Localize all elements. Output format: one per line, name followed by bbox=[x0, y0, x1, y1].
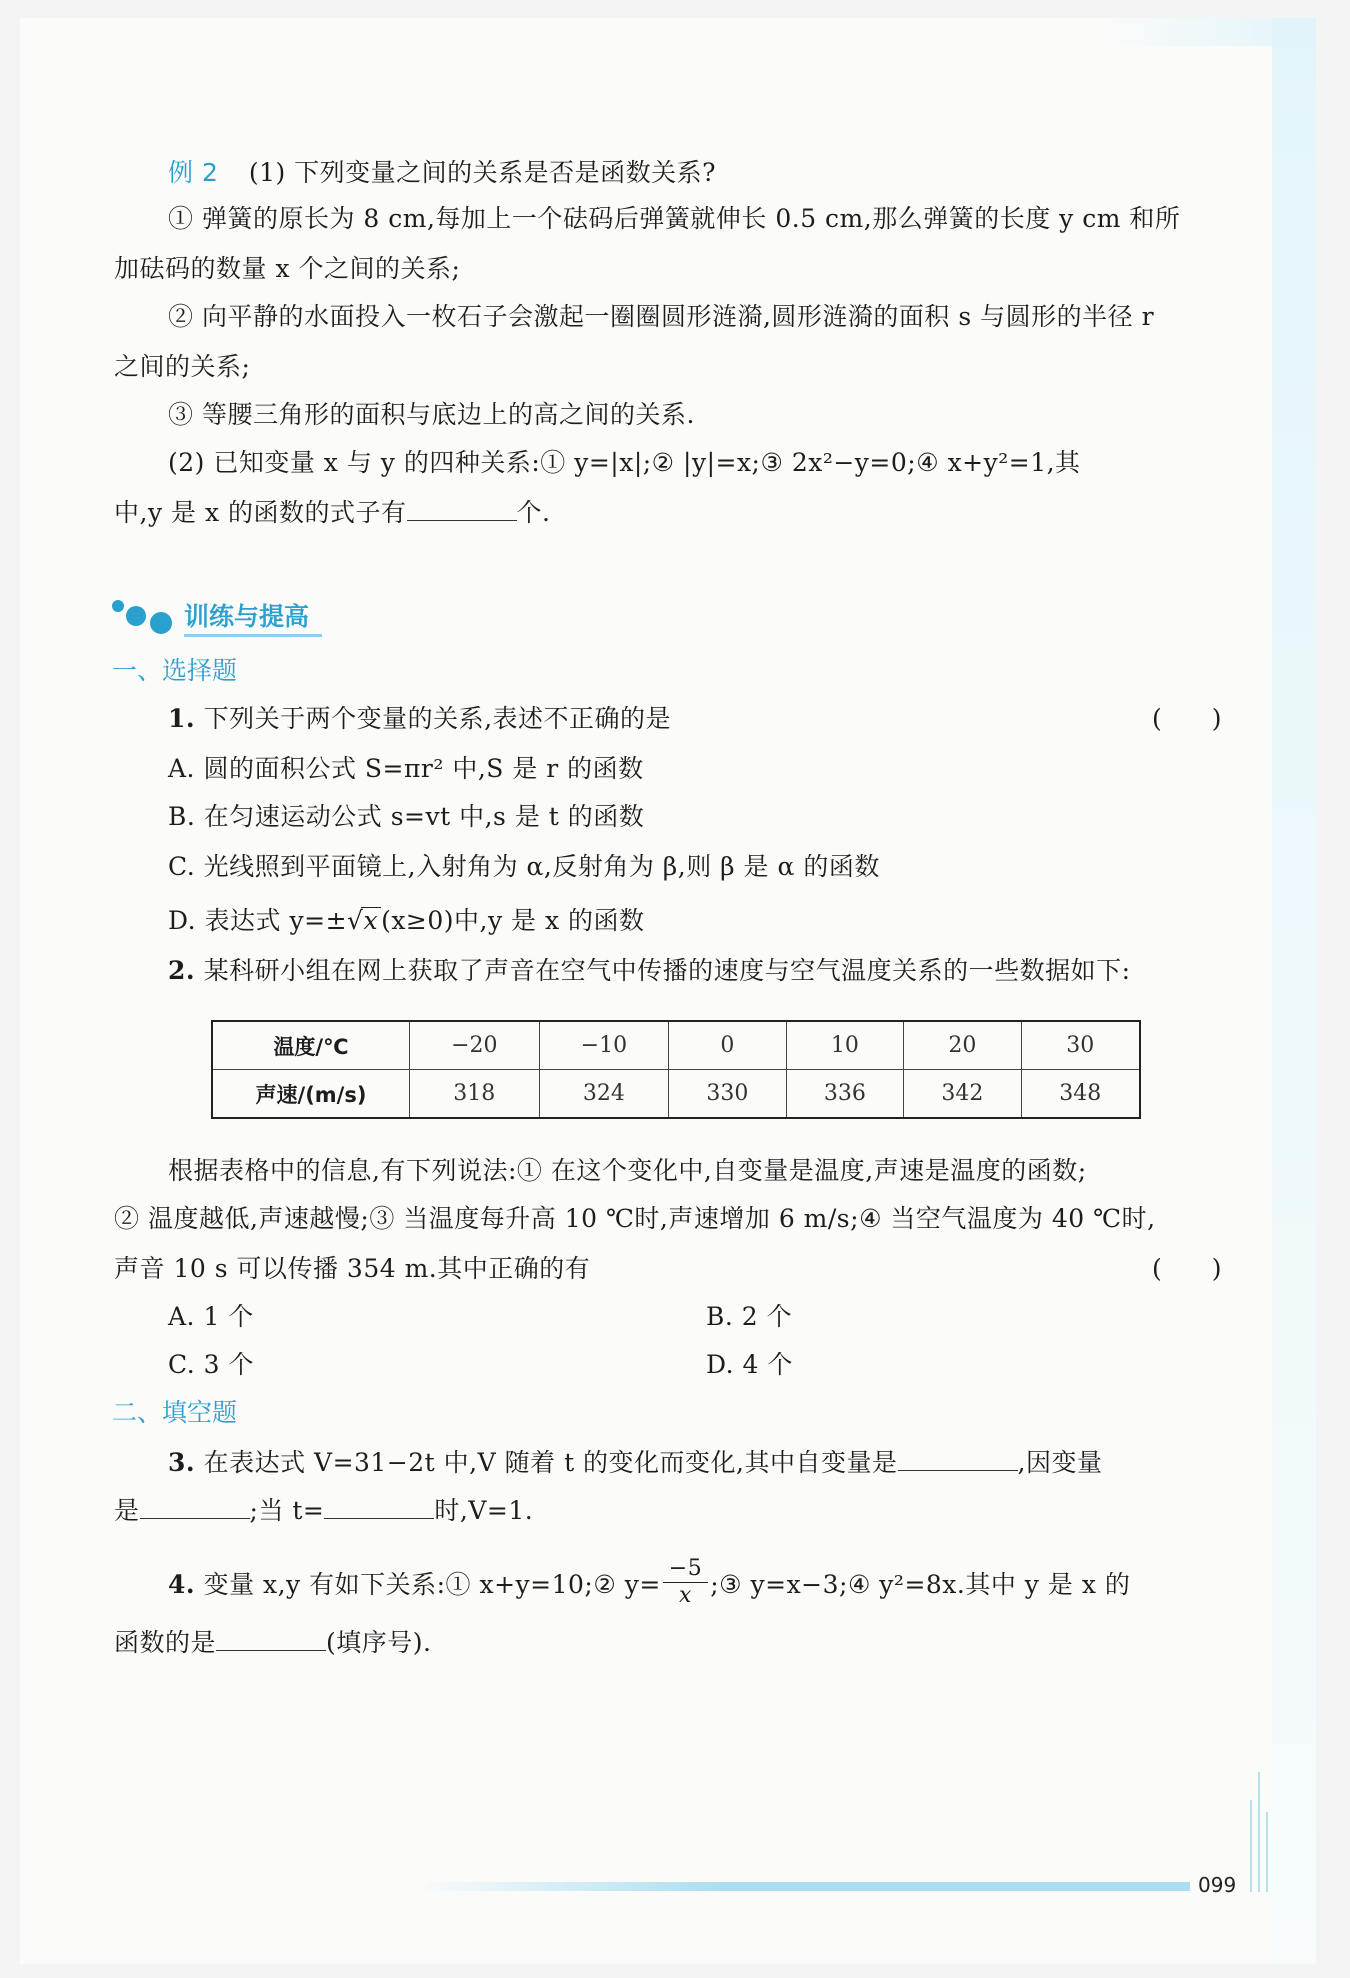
training-title-underline bbox=[184, 634, 322, 637]
fraction bbox=[663, 1556, 708, 1609]
example-line-7: (2) 已知变量 x 与 y 的四种关系:① y=|x|;② |y|=x;③ 2x²−y=0;④ x+y²=1,其 bbox=[168, 448, 1081, 477]
table-cell: 318 bbox=[410, 1070, 540, 1119]
decorative-bar bbox=[1266, 1812, 1268, 1892]
answer-paren[interactable]: ( ) bbox=[1152, 1254, 1222, 1283]
question-1-stem bbox=[168, 702, 671, 736]
question-number: 4. bbox=[168, 1570, 196, 1599]
question-1-text: 下列关于两个变量的关系,表述不正确的是 bbox=[203, 704, 672, 733]
question-4-text: ;③ y=x−3;④ y²=8x.其中 y 是 x 的 bbox=[710, 1570, 1131, 1599]
fraction-numerator: −5 bbox=[663, 1556, 708, 1583]
example-line-3: 加砝码的数量 x 个之间的关系; bbox=[114, 254, 461, 283]
dot-icon bbox=[112, 600, 124, 612]
example-label: 例 2 bbox=[168, 158, 219, 187]
page-number: 099 bbox=[1198, 1873, 1237, 1897]
answer-blank[interactable] bbox=[216, 1626, 326, 1651]
example-line-8 bbox=[114, 496, 550, 530]
example-line-8-text: 中,y 是 x 的函数的式子有 bbox=[114, 498, 407, 527]
section-fill-title: 二、填空题 bbox=[112, 1398, 238, 1427]
table-cell: 324 bbox=[539, 1070, 669, 1119]
question-4-text: 变量 x,y 有如下关系:① x+y=10;② y= bbox=[203, 1570, 661, 1599]
example-part1-question: (1) 下列变量之间的关系是否是函数关系? bbox=[248, 158, 717, 187]
table-cell: 342 bbox=[904, 1070, 1021, 1119]
answer-blank[interactable] bbox=[407, 496, 517, 521]
question-2-text-line-2: ② 温度越低,声速越慢;③ 当温度每升高 10 ℃时,声速增加 6 m/s;④ 当空气温度为 40 ℃时, bbox=[114, 1204, 1156, 1233]
table-cell: 0 bbox=[669, 1021, 786, 1070]
option-a[interactable]: A. 圆的面积公式 S=πr² 中,S 是 r 的函数 bbox=[168, 754, 644, 783]
question-4-line-1 bbox=[168, 1556, 1131, 1613]
option-c[interactable]: C. 3 个 bbox=[168, 1350, 254, 1379]
question-number: 1. bbox=[168, 704, 196, 733]
answer-blank[interactable] bbox=[898, 1446, 1018, 1471]
dot-icon bbox=[126, 606, 146, 626]
table-cell: 30 bbox=[1021, 1021, 1140, 1070]
question-2-text-line-1: 根据表格中的信息,有下列说法:① 在这个变化中,自变量是温度,声速是温度的函数; bbox=[168, 1156, 1087, 1185]
example-line-4: ② 向平静的水面投入一枚石子会激起一圈圈圆形涟漪,圆形涟漪的面积 s 与圆形的半径 r bbox=[168, 302, 1155, 331]
decorative-bar bbox=[1250, 1800, 1252, 1892]
answer-blank[interactable] bbox=[140, 1494, 250, 1519]
section-choice-title: 一、选择题 bbox=[112, 656, 238, 685]
training-title: 训练与提高 bbox=[184, 602, 310, 631]
fraction-denominator: x bbox=[679, 1583, 692, 1608]
question-2-text-line-3: 声音 10 s 可以传播 354 m.其中正确的有 bbox=[114, 1254, 591, 1283]
sqrt-icon: √ bbox=[347, 906, 364, 935]
sound-speed-table bbox=[211, 1020, 1141, 1119]
example-line-2: ① 弹簧的原长为 8 cm,每加上一个砝码后弹簧就伸长 0.5 cm,那么弹簧的长度 y cm 和所 bbox=[168, 204, 1181, 233]
question-3-text: 时,V=1. bbox=[434, 1496, 534, 1525]
example-line-6: ③ 等腰三角形的面积与底边上的高之间的关系. bbox=[168, 400, 695, 429]
question-2-stem bbox=[168, 954, 1131, 988]
table-header-cell: 声速/(m/s) bbox=[212, 1070, 410, 1119]
table-cell: 348 bbox=[1021, 1070, 1140, 1119]
table-row bbox=[212, 1070, 1140, 1119]
question-number: 2. bbox=[168, 956, 196, 985]
footer-bar bbox=[420, 1882, 1190, 1891]
question-4-text: (填序号). bbox=[326, 1628, 432, 1657]
option-b[interactable]: B. 在匀速运动公式 s=vt 中,s 是 t 的函数 bbox=[168, 802, 645, 831]
example-line-5: 之间的关系; bbox=[114, 352, 251, 381]
sqrt-radicand: x bbox=[361, 907, 381, 934]
question-4-line-2 bbox=[114, 1626, 431, 1660]
question-3-text: ;当 t= bbox=[249, 1496, 325, 1525]
question-3-line-2 bbox=[114, 1494, 533, 1528]
question-3-line-1 bbox=[168, 1446, 1102, 1480]
question-2-text: 某科研小组在网上获取了声音在空气中传播的速度与空气温度关系的一些数据如下: bbox=[203, 956, 1131, 985]
option-d-text-end: (x≥0)中,y 是 x 的函数 bbox=[381, 906, 645, 935]
answer-paren[interactable]: ( ) bbox=[1152, 704, 1222, 733]
question-3-text: ,因变量 bbox=[1017, 1448, 1103, 1477]
question-4-text: 函数的是 bbox=[114, 1628, 217, 1657]
decorative-bar bbox=[1258, 1772, 1260, 1892]
question-3-text: 是 bbox=[114, 1496, 140, 1525]
example-line-8-end: 个. bbox=[516, 498, 551, 527]
option-c[interactable]: C. 光线照到平面镜上,入射角为 α,反射角为 β,则 β 是 α 的函数 bbox=[168, 852, 880, 881]
table-cell: 330 bbox=[669, 1070, 786, 1119]
option-b[interactable]: B. 2 个 bbox=[706, 1302, 793, 1331]
question-3-text: 在表达式 V=31−2t 中,V 随着 t 的变化而变化,其中自变量是 bbox=[203, 1448, 898, 1477]
option-a[interactable]: A. 1 个 bbox=[168, 1302, 254, 1331]
table-row bbox=[212, 1021, 1140, 1070]
table-cell: −20 bbox=[410, 1021, 540, 1070]
dot-icon bbox=[150, 612, 172, 634]
answer-blank[interactable] bbox=[324, 1494, 434, 1519]
question-number: 3. bbox=[168, 1448, 196, 1477]
option-d[interactable]: D. 4 个 bbox=[706, 1350, 793, 1379]
option-d[interactable] bbox=[168, 904, 645, 938]
table-cell: 10 bbox=[786, 1021, 903, 1070]
table-cell: 20 bbox=[904, 1021, 1021, 1070]
table-cell: −10 bbox=[539, 1021, 669, 1070]
table-cell: 336 bbox=[786, 1070, 903, 1119]
example-line-1 bbox=[168, 156, 716, 190]
table-header-cell: 温度/℃ bbox=[212, 1021, 410, 1070]
option-d-text: D. 表达式 y=± bbox=[168, 906, 348, 935]
